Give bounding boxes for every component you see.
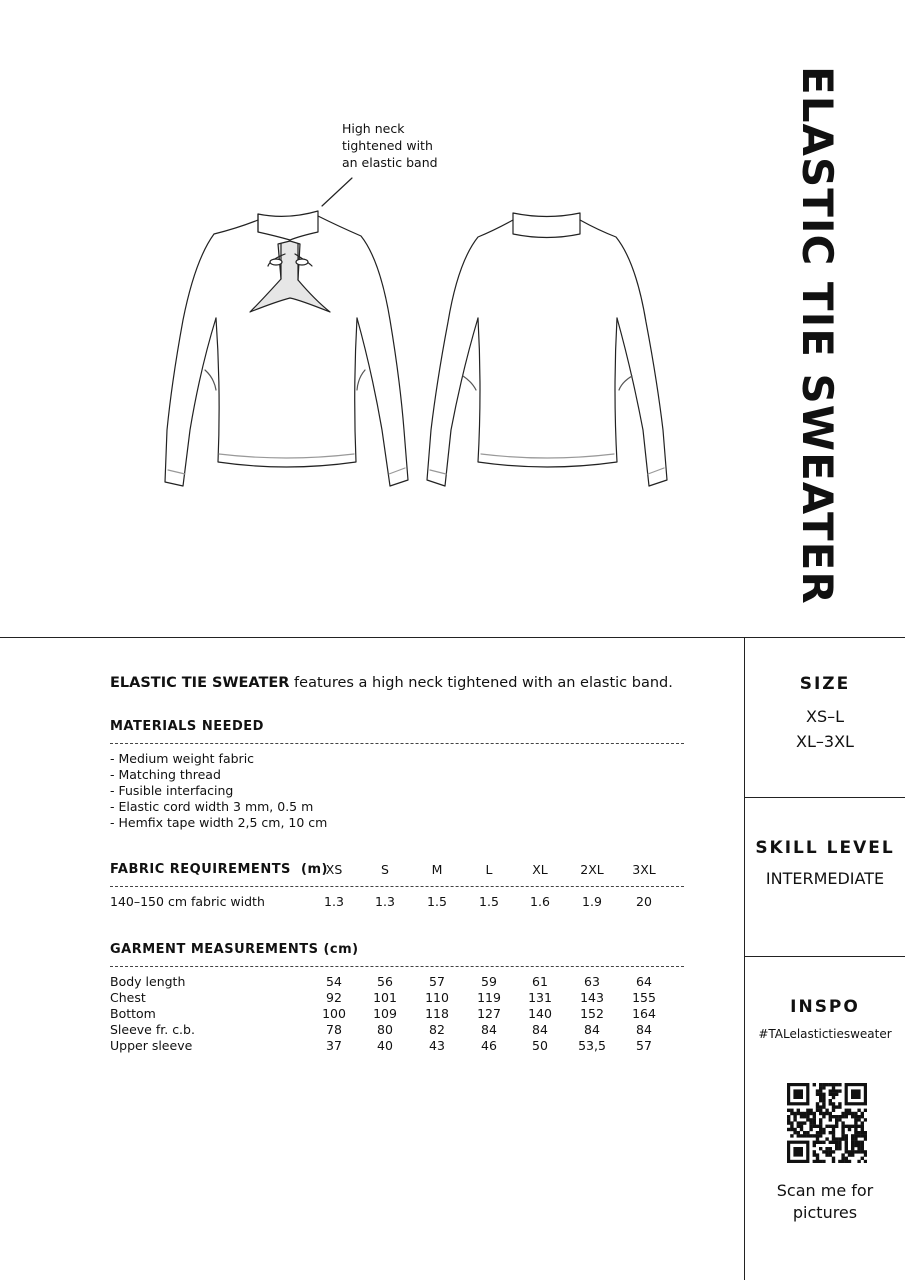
table-cell: 92 [326,990,342,1005]
intro-bold: ELASTIC TIE SWEATER [110,675,290,691]
size-values [745,704,905,754]
size-col-header: S [381,862,389,877]
size-heading: SIZE [799,674,851,694]
size-col-header: XL [532,862,548,877]
table-cell: 152 [580,1006,604,1021]
dashed-rule [110,966,684,967]
garment-unit: (cm) [323,942,359,957]
table-cell: 59 [481,974,497,989]
table-cell: 1.9 [582,894,602,909]
table-cell: 100 [322,1006,346,1021]
size-col-header: 3XL [632,862,656,877]
fabric-heading-text: FABRIC REQUIREMENTS [110,862,291,877]
table-cell: 84 [481,1022,497,1037]
size-col-header: 2XL [580,862,604,877]
materials-item: - Hemfix tape width 2,5 cm, 10 cm [110,815,328,830]
callout-line: an elastic band [342,155,438,170]
table-row [110,1022,690,1038]
dashed-rule [110,886,684,887]
table-cell: 101 [373,990,397,1005]
back-sweater-drawing [427,213,667,486]
table-cell: 63 [584,974,600,989]
size-range: XS–L [805,707,845,726]
table-cell: 56 [377,974,393,989]
table-cell: 46 [481,1038,497,1053]
row-label: 140–150 cm fabric width [110,894,265,909]
inspo-heading: INSPO [790,997,860,1017]
table-cell: 43 [429,1038,445,1053]
garment-heading [110,942,359,957]
fabric-header-row [110,862,690,878]
row-label: Sleeve fr. c.b. [110,1022,195,1037]
intro-text [110,675,673,691]
scan-caption [745,1180,905,1224]
table-cell: 164 [632,1006,656,1021]
table-row [110,1038,690,1054]
fabric-unit: (m) [301,862,328,877]
materials-item: - Elastic cord width 3 mm, 0.5 m [110,799,314,814]
skill-heading: SKILL LEVEL [755,838,895,858]
materials-item: - Medium weight fabric [110,751,255,766]
page-title: ELASTIC TIE SWEATER [793,66,842,605]
table-cell: 80 [377,1022,393,1037]
table-cell: 37 [326,1038,342,1053]
table-cell: 84 [532,1022,548,1037]
table-cell: 50 [532,1038,548,1053]
table-cell: 78 [326,1022,342,1037]
table-cell: 119 [477,990,501,1005]
table-row [110,990,690,1006]
table-cell: 82 [429,1022,445,1037]
table-cell: 1.3 [324,894,344,909]
fabric-heading [110,862,328,877]
size-col-header: XS [325,862,343,877]
skill-value: INTERMEDIATE [765,869,885,888]
table-cell: 143 [580,990,604,1005]
table-cell: 1.3 [375,894,395,909]
table-cell: 84 [584,1022,600,1037]
table-cell: 1.5 [479,894,499,909]
materials-item: - Fusible interfacing [110,783,234,798]
row-label: Body length [110,974,186,989]
table-cell: 1.6 [530,894,550,909]
row-label: Chest [110,990,146,1005]
size-col-header: M [431,862,443,877]
callout-line: tightened with [342,138,433,153]
size-range: XL–3XL [796,732,854,751]
size-block [745,674,905,754]
table-cell: 54 [326,974,342,989]
callout-line: High neck [342,121,405,136]
dashed-rule [110,743,684,744]
skill-block [745,838,905,891]
section-divider [0,637,905,638]
garment-heading-text: GARMENT MEASUREMENTS [110,942,319,957]
size-col-header: L [485,862,493,877]
inspo-hashtag: #TALelastictiesweater [758,1027,892,1041]
scan-line: pictures [792,1203,858,1222]
table-row [110,974,690,990]
sidebar-section-divider [744,797,905,798]
materials-list [110,751,327,831]
table-cell: 20 [636,894,652,909]
table-cell: 84 [636,1022,652,1037]
neck-callout [342,120,452,171]
materials-item: - Matching thread [110,767,221,782]
table-cell: 64 [636,974,652,989]
scan-line: Scan me for [776,1181,874,1200]
sidebar-section-divider [744,956,905,957]
table-cell: 110 [425,990,449,1005]
row-label: Upper sleeve [110,1038,193,1053]
intro-rest: features a high neck tightened with an elastic band. [289,675,673,691]
garment-sketch [150,170,690,500]
table-cell: 40 [377,1038,393,1053]
table-row [110,1006,690,1022]
table-cell: 53,5 [578,1038,606,1053]
table-cell: 57 [636,1038,652,1053]
table-cell: 109 [373,1006,397,1021]
table-cell: 131 [528,990,552,1005]
inspo-block [745,997,905,1041]
table-cell: 1.5 [427,894,447,909]
table-row [110,894,690,910]
qr-code-icon[interactable] [787,1083,867,1163]
table-cell: 127 [477,1006,501,1021]
table-cell: 61 [532,974,548,989]
front-sweater-drawing [165,211,408,486]
table-cell: 118 [425,1006,449,1021]
table-cell: 140 [528,1006,552,1021]
table-cell: 57 [429,974,445,989]
materials-heading: MATERIALS NEEDED [110,719,264,734]
callout-pointer [322,178,352,206]
row-label: Bottom [110,1006,156,1021]
table-cell: 155 [632,990,656,1005]
